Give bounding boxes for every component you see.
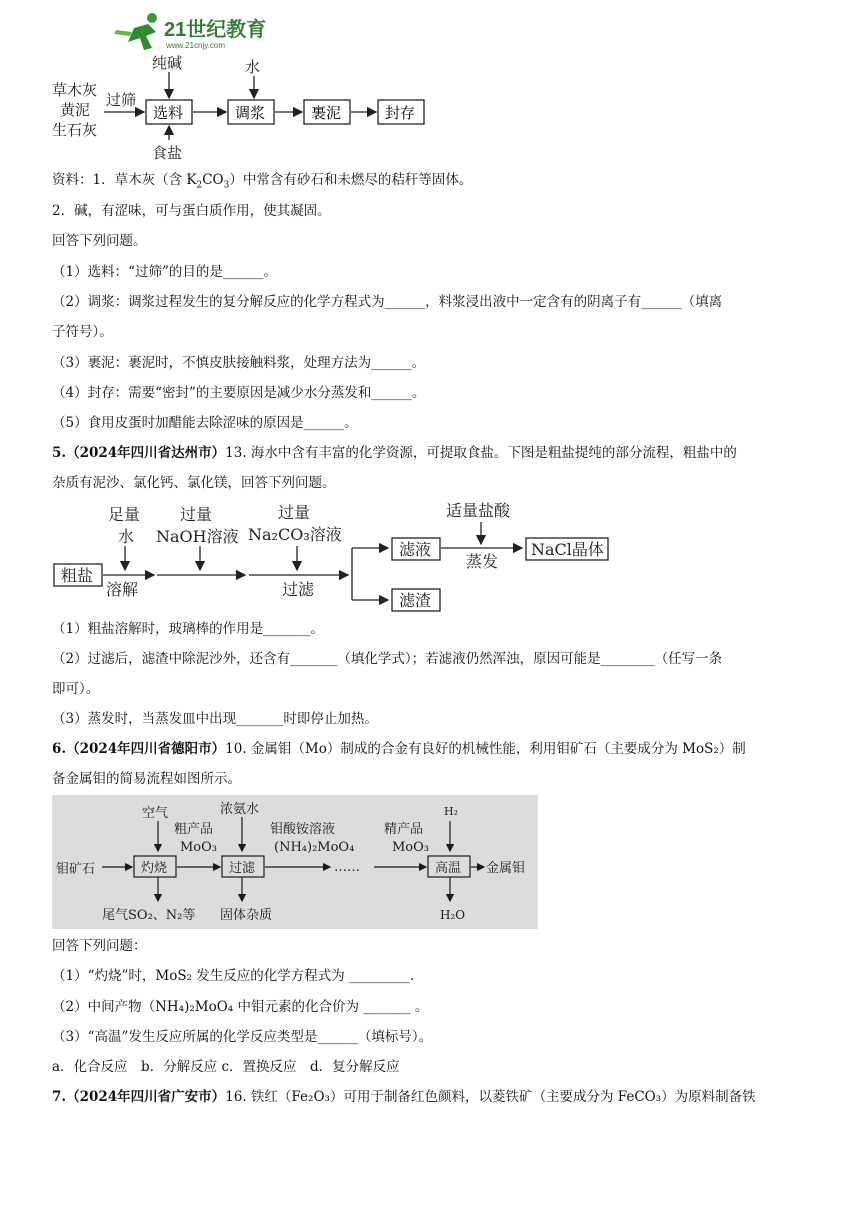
svg-text:滤渣: 滤渣 (399, 591, 432, 610)
h2o-label: H₂O (440, 908, 466, 922)
info-line-2: 2．碱，有涩味，可与蛋白质作用，使其凝固。 (52, 203, 331, 219)
q4-3: （3）裹泥：裹泥时，不慎皮肤接触料浆，处理方法为______。 (52, 355, 426, 371)
dots-label: …… (334, 860, 360, 875)
box-filtrate (392, 538, 440, 560)
q5-2a: （2）过滤后，滤渣中除泥沙外，还含有_______（填化学式）；若滤液仍然浑浊，原因可能是________（任写一条 (52, 651, 723, 667)
input-ash: 草木灰 (52, 81, 98, 99)
ore-label: 钼矿石 (56, 862, 96, 877)
metal-label: 金属钼 (486, 861, 526, 876)
svg-text:裹泥: 裹泥 (311, 104, 342, 122)
crude-label: 粗产品 (174, 822, 214, 837)
q4-5: （5）食用皮蛋时加醋能去除涩味的原因是______。 (52, 415, 358, 431)
box-residue (392, 589, 440, 611)
q6-line-1: 6.（2024年四川省德阳市）10. 金属钼（Mo）制成的合金有良好的机械性能，利用钼矿石（主要成分为 MoS₂）制 (52, 741, 746, 757)
svg-text:选料: 选料 (153, 104, 184, 122)
answer-intro: 回答下列问题。 (52, 233, 147, 249)
q6-line-2: 备金属钼的简易流程如图所示。 (52, 771, 241, 787)
q4-2a: （2）调浆：调浆过程发生的复分解反应的化学方程式为______，料浆浸出液中一定含有的阴离子有______（填离 (52, 294, 723, 310)
svg-text:NaCl晶体: NaCl晶体 (531, 540, 604, 559)
evaporate-label: 蒸发 (466, 552, 499, 571)
q4-2b: 子符号）。 (52, 324, 113, 340)
q5-3: （3）蒸发时，当蒸发皿中出现_______时即停止加热。 (52, 711, 378, 727)
filter-label: 过滤 (282, 580, 315, 599)
soda-label: 纯碱 (152, 54, 183, 72)
q7-line-1: 7.（2024年四川省广安市）16. 铁红（Fe₂O₃）可用于制备红色颜料，以菱铁矿（主要成分为 FeCO₃）为原料制备铁 (52, 1089, 756, 1105)
q5-1: （1）粗盐溶解时，玻璃棒的作用是_______。 (52, 621, 324, 637)
box-nacl (526, 538, 608, 560)
box-crude-salt (54, 564, 102, 586)
svg-text:过滤: 过滤 (229, 861, 256, 876)
q6-intro: 回答下列问题： (52, 938, 147, 954)
moo3-label-a: MoO₃ (180, 840, 218, 855)
q6-2: （2）中间产物（NH₄)₂MoO₄ 中钼元素的化合价为 _______ 。 (52, 999, 429, 1015)
info-line-1: 资料：1．草木灰（含 $K_2CO_3$）中常含有砂石和未燃尽的秸秆等固体。 (52, 172, 473, 191)
add3-amount: 过量 (278, 503, 311, 522)
svg-text:高温: 高温 (435, 861, 462, 876)
moo3-label-b: MoO₃ (392, 840, 430, 855)
salt-purification-diagram (52, 496, 622, 614)
waste-gas-label: 尾气SO₂、N₂等 (102, 908, 196, 923)
runner-icon (114, 13, 157, 50)
q5-line-2: 杂质有泥沙、氯化钙、氯化镁，回答下列问题。 (52, 475, 336, 491)
dissolve-label: 溶解 (106, 580, 139, 599)
q6-3: （3）“高温”发生反应所属的化学反应类型是______（填标号）。 (52, 1029, 433, 1045)
q4-1: （1）选料：“过筛”的目的是______。 (52, 264, 277, 280)
svg-text:封存: 封存 (385, 104, 416, 122)
molybdenum-flow-diagram (52, 795, 538, 929)
logo-url: www.21cnjy.com (166, 41, 225, 50)
svg-text:调浆: 调浆 (235, 104, 266, 122)
logo-text: 21世纪教育 (164, 19, 267, 41)
svg-text:灼烧: 灼烧 (141, 861, 168, 876)
step-store (378, 100, 424, 124)
q5-2b: 即可）。 (52, 681, 100, 697)
ammonium-sol-label: 钼酸铵溶液 (270, 822, 336, 837)
add1-water: 水 (118, 527, 135, 546)
h2-label: H₂ (444, 805, 459, 818)
air-label: 空气 (142, 806, 169, 821)
add2-naoh: NaOH溶液 (156, 527, 239, 546)
add1-amount: 足量 (108, 505, 141, 524)
water-label: 水 (245, 58, 261, 76)
input-clay: 黄泥 (60, 101, 91, 119)
svg-text:滤液: 滤液 (399, 540, 432, 559)
step-slurry (228, 100, 274, 124)
ammonium-formula-label: (NH₄)₂MoO₄ (274, 840, 355, 855)
add2-amount: 过量 (180, 505, 213, 524)
q4-4: （4）封存：需要“密封”的主要原因是减少水分蒸发和______。 (52, 385, 426, 401)
add3-na2co3: Na₂CO₃溶液 (248, 525, 342, 544)
ammonia-label: 浓氨水 (220, 802, 260, 817)
q6-options: a．化合反应 b．分解反应 c．置换反应 d．复分解反应 (52, 1059, 400, 1075)
svg-text:粗盐: 粗盐 (61, 566, 94, 585)
fine-label: 精产品 (384, 822, 424, 837)
step-wrap (304, 100, 350, 124)
pidan-flow-diagram (52, 48, 432, 164)
input-lime: 生石灰 (52, 121, 98, 139)
step-select (146, 100, 192, 124)
q6-1: （1）“灼烧”时，MoS₂ 发生反应的化学方程式为 _________. (52, 968, 415, 984)
sieve-label: 过筛 (106, 91, 137, 109)
acid-label: 适量盐酸 (446, 501, 511, 520)
q5-line-1: 5.（2024年四川省达州市）13. 海水中含有丰富的化学资源，可提取食盐。下图是粗盐提纯的部分流程，粗盐中的 (52, 445, 737, 461)
solid-label: 固体杂质 (220, 908, 273, 923)
salt-label: 食盐 (152, 144, 183, 162)
